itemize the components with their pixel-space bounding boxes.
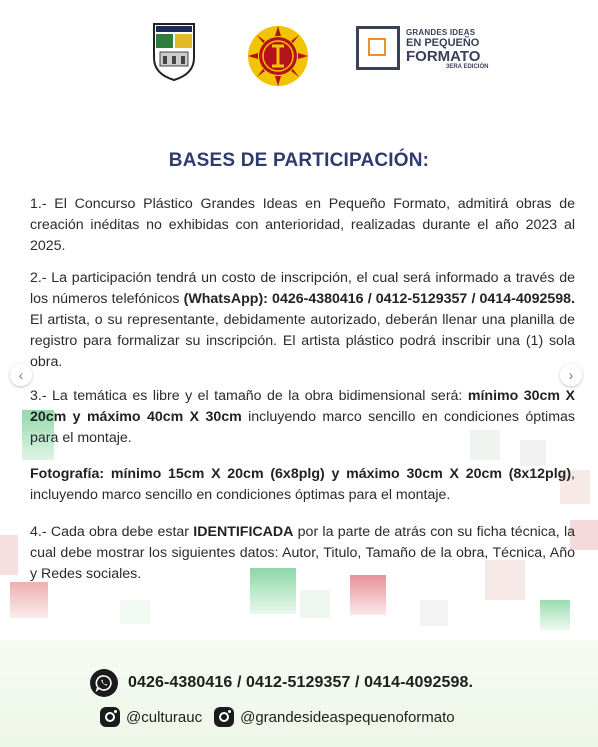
footer-phone-numbers: 0426-4380416 / 0412-5129357 / 0414-4092598.	[128, 674, 474, 691]
social-item-grandesideas[interactable]	[214, 707, 455, 727]
instagram-icon	[214, 707, 234, 727]
decor-tile	[420, 600, 448, 626]
rule-3-sizes: mínimo 30cm X 20cm y máximo 40cm X 30cm	[30, 388, 575, 425]
photo-sizes: Fotografía: mínimo 15cm X 20cm (6x8plg) y máximo 30cm X 20cm (8x12plg)	[30, 466, 572, 482]
instagram-handle-culturauc: @culturauc	[126, 708, 203, 726]
rule-paragraph-photo	[30, 464, 575, 506]
rule-4-identified: IDENTIFICADA	[193, 524, 294, 540]
social-row	[100, 706, 467, 728]
decor-tile	[300, 590, 330, 618]
whatsapp-icon	[90, 669, 118, 697]
rule-paragraph-1: 1.- El Concurso Plástico Grandes Ideas en Pequeño Formato, admitirá obras de creación inéditas no exhibidas con anterioridad, realizadas durante el año 2023 al 2025.	[30, 196, 575, 254]
rule-2-text: 2.- La participación tendrá un costo de inscripción, el cual será informado a través de los números telefónicos	[30, 270, 575, 307]
logo-row	[0, 20, 598, 90]
rule-4-text-end: por la parte de atrás con su ficha técnica, la cual debe mostrar los siguientes datos: Autor, Titulo, Tamaño de la obra, Técnica, Año y Redes sociales.	[30, 524, 576, 582]
rule-2-text-end: El artista, o su representante, debidamente autorizado, deberán llenar una planilla de registro para formalizar su inscripción. El artista plástico podrá inscribir una (1) sola obra.	[30, 312, 575, 370]
logo-text-line2: EN PEQUEÑO	[406, 37, 480, 49]
decor-tile	[540, 600, 570, 630]
university-shield-logo	[152, 22, 196, 82]
grandes-ideas-logo	[356, 26, 496, 76]
logo-text-line1: GRANDES IDEAS	[406, 28, 476, 37]
logo-text-line3: FORMATO	[406, 48, 481, 65]
rule-paragraph-4	[30, 522, 575, 585]
cultura-seal-logo	[246, 24, 310, 88]
instagram-handle-grandesideas: @grandesideaspequenoformato	[240, 708, 455, 726]
carousel-next-button[interactable]: ›	[560, 364, 582, 386]
social-item-culturauc[interactable]	[100, 707, 202, 727]
photo-text-end: , incluyendo marco sencillo en condiciones óptimas para el montaje.	[30, 466, 575, 503]
instagram-icon	[100, 707, 120, 727]
decor-tile	[120, 600, 150, 624]
rule-paragraph-3	[30, 386, 575, 449]
rule-2-phones: (WhatsApp): 0426-4380416 / 0412-5129357 / 0414-4092598.	[183, 291, 575, 307]
rule-3-text-end: incluyendo marco sencillo en condiciones óptimas para el montaje.	[30, 409, 575, 446]
logo-square-inner	[368, 38, 386, 56]
rule-4-text: 4.- Cada obra debe estar	[30, 524, 194, 540]
contact-row	[90, 668, 473, 698]
rule-paragraph-2	[30, 268, 575, 373]
logo-text-edition: 3ERA EDICIÓN	[446, 64, 489, 70]
carousel-prev-button[interactable]: ‹	[10, 364, 32, 386]
rule-3-text: 3.- La temática es libre y el tamaño de la obra bidimensional será:	[30, 388, 468, 404]
page-title: BASES DE PARTICIPACIÓN:	[168, 150, 430, 171]
decor-tile	[10, 582, 48, 618]
decor-tile	[0, 535, 18, 575]
